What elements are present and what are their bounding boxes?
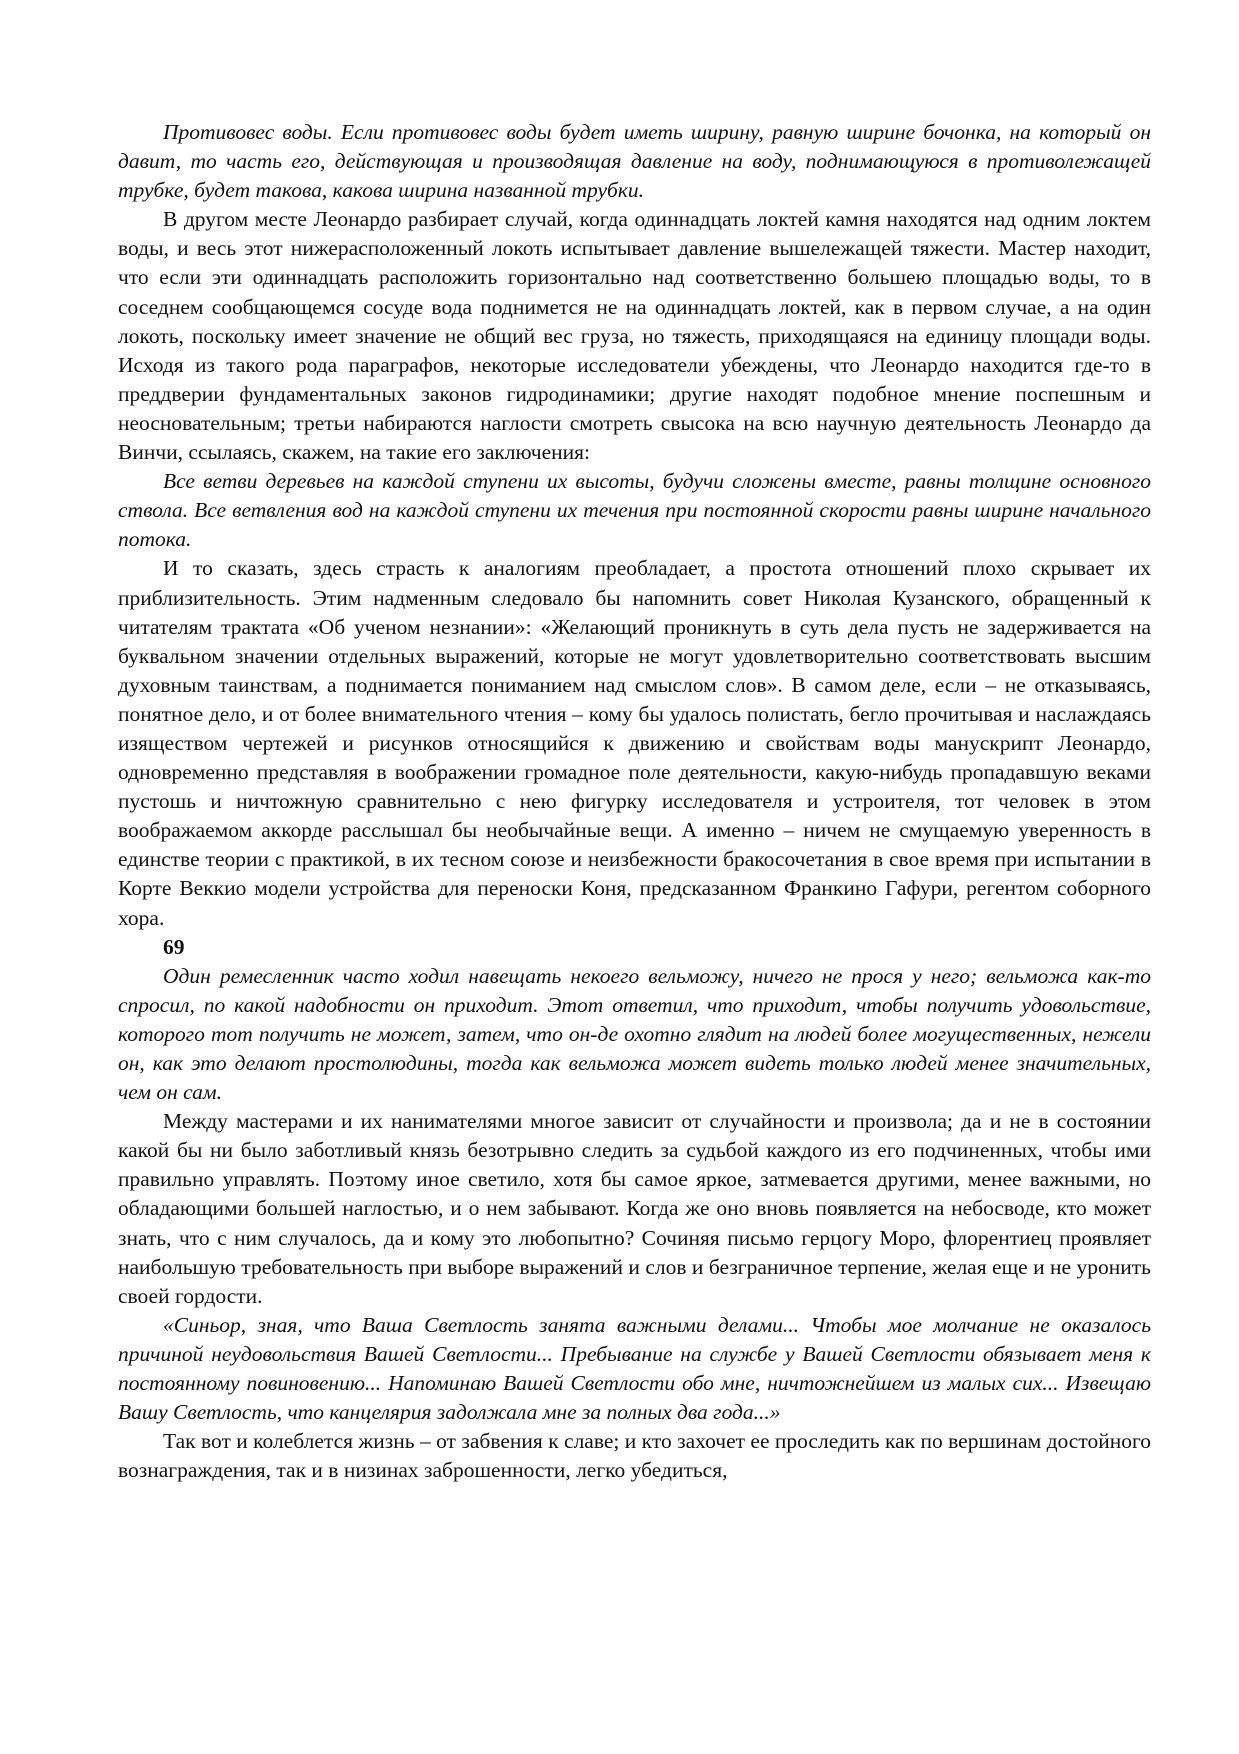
paragraph-kuzansky: И то сказать, здесь страсть к аналогиям преобладает, а простота отношений плохо скрывает их приблизительность. Этим надменным следовало бы напомнить совет Николая Кузанского, обращенный к читателям трактата «Об ученом незнании»: «Желающий проникнуть в суть дела пусть не задерживается на буквальном значении отдельных выражений, которые не могут удовлетворительно соответствовать высшим духовным таинствам, а поднимается пониманием над смыслом слов». В самом деле, если – не отказываясь, понятное дело, и от более внимательного чтения – кому бы удалось полистать, бегло прочитывая и наслаждаясь изяществом чертежей и рисунков относящийся к движению и свойствам воды манускрипт Леонардо, одновременно представляя в воображении громадное поле деятельности, какую-нибудь пропадавшую веками пустошь и ничтожную сравнительно с нею фигурку исследователя и устроителя, тот человек в этом воображаемом аккорде расслышал бы необычайные вещи. А именно – ничем не смущаемую уверенность в единстве теории с практикой, в их тесном союзе и неизбежности бракосочетания в свое время при испытании в Корте Веккио модели устройства для переноски Коня, предсказанном Франкино Гафури, регентом соборного хора.: [118, 556, 1151, 930]
quote-tree-branches: Все ветви деревьев на каждой ступени их высоты, будучи сложены вместе, равны толщине основного ствола. Все ветвления вод на каждой ступени их течения при постоянной скорости равны ширине начального потока.: [118, 469, 1151, 552]
section-number: 69: [163, 934, 185, 959]
quote-craftsman-nobleman: Один ремесленник часто ходил навещать некоего вельможу, ничего не прося у него; вельможа как-то спросил, по какой надобности он приходит. Этот ответил, что приходит, чтобы получить удовольствие, которого тот получить не может, затем, что он-де охотно глядит на людей более могущественных, нежели он, как это делают простолюдины, тогда как вельможа может видеть только людей менее значительных, чем он сам.: [118, 963, 1151, 1105]
text-column: [118, 118, 1151, 1485]
quote-counterweight: Противовес воды. Если противовес воды будет иметь ширину, равную ширине бочонка, на который он давит, то часть его, действующая и производящая давление на воду, поднимающуюся в противолежащей трубке, будет такова, какова ширина названной трубки.: [118, 120, 1151, 203]
paragraph-oblivion-glory: Так вот и колеблется жизнь – от забвения к славе; и кто захочет ее проследить как по вершинам достойного вознаграждения, так и в низинах заброшенности, легко убедиться,: [118, 1429, 1151, 1483]
paragraph-hydrodynamics: В другом месте Леонардо разбирает случай, когда одиннадцать локтей камня находятся над одним локтем воды, и весь этот нижерасположенный локоть испытывает давление вышележащей тяжести. Мастер находит, что если эти одиннадцать расположить горизонтально над соответственно большею площадью воды, то в соседнем сообщающемся сосуде вода поднимется не на одиннадцать локтей, как в первом случае, а на один локоть, поскольку имеет значение не общий вес груза, но тяжесть, приходящаяся на единицу площади воды. Исходя из такого рода параграфов, некоторые исследователи убеждены, что Леонардо находится где-то в преддверии фундаментальных законов гидродинамики; другие находят подобное мнение поспешным и неосновательным; третьи набираются наглости смотреть свысока на всю научную деятельность Леонардо да Винчи, ссылаясь, скажем, на такие его заключения:: [118, 207, 1151, 465]
quote-letter-to-moro: «Синьор, зная, что Ваша Светлость занята важными делами... Чтобы мое молчание не оказалось причиной неудовольствия Вашей Светлости... Пребывание на службе у Вашей Светлости обязывает меня к постоянному повиновению... Напоминаю Вашей Светлости обо мне, ничтожнейшем из малых сих... Извещаю Вашу Светлость, что канцелярия задолжала мне за полных два года...»: [118, 1312, 1151, 1425]
paragraph-masters-employers: Между мастерами и их нанимателями многое зависит от случайности и произвола; да и не в состоянии какой бы ни было заботливый князь безотрывно следить за судьбой каждого из его подчиненных, чтобы ими правильно управлять. Поэтому иное светило, хотя бы самое яркое, затмевается другими, менее важными, но обладающими большей наглостью, и о нем забывают. Когда же оно вновь появляется на небосводе, кто может знать, что с ним случалось, да и кому это любопытно? Сочиняя письмо герцогу Моро, флорентиец проявляет наибольшую требовательность при выборе выражений и слов и безграничное терпение, желая еще и не уронить своей гордости.: [118, 1109, 1151, 1308]
